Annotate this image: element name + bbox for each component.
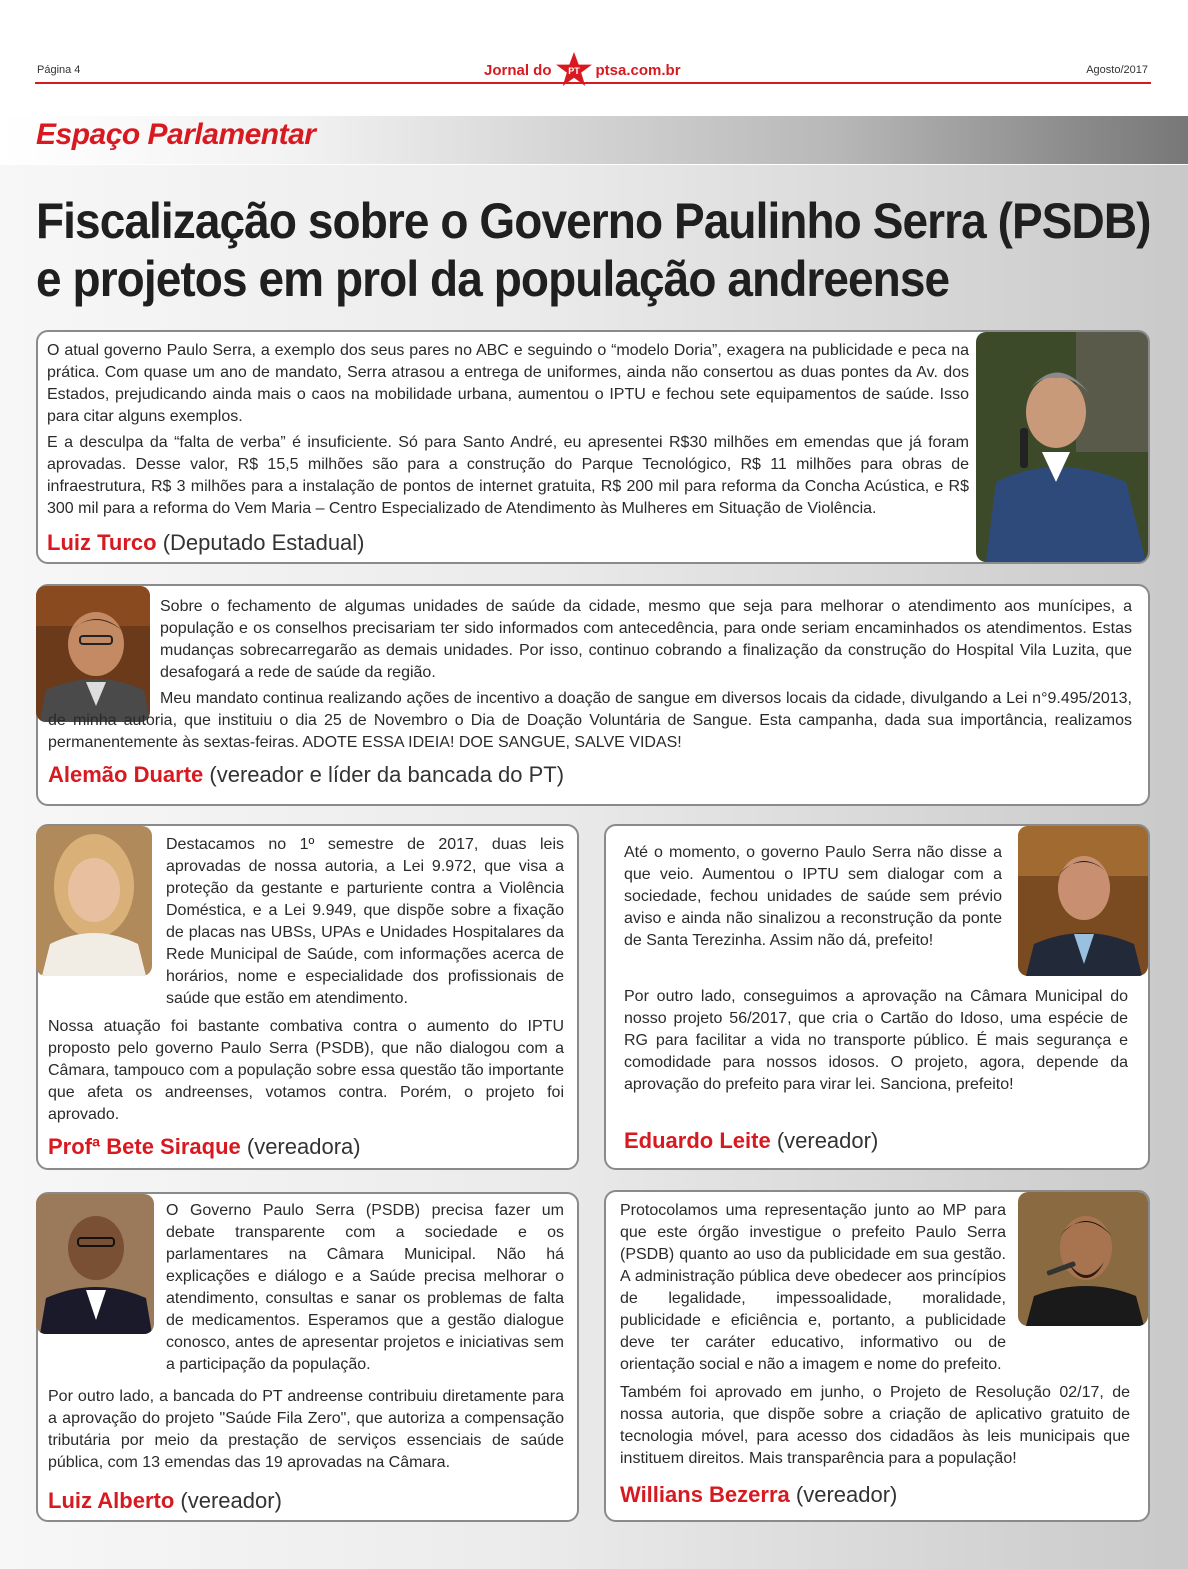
photo-luiz-alberto	[36, 1194, 154, 1334]
signature-luiz-turco	[47, 530, 365, 556]
issue-date: Agosto/2017	[1086, 64, 1148, 76]
article-paragraph: Nossa atuação foi bastante combativa contra o aumento do IPTU proposto pelo governo Paulo Serra (PSDB), que não dialogou com a Câmara, tampouco com a população sobre essa questão tão importante que afeta os andreenses, votamos contra. Porém, o projeto foi aprovado.	[48, 1018, 564, 1123]
article-text-luiz-alberto	[166, 1200, 564, 1380]
signature-bete-siraque	[48, 1134, 361, 1160]
photo-luiz-turco	[976, 332, 1148, 562]
page-number: Página 4	[37, 64, 81, 76]
portrait-photo-icon	[1018, 826, 1148, 976]
article-text-luiz-alberto-bottom	[48, 1386, 564, 1478]
author-name: Profª Bete Siraque	[48, 1134, 241, 1159]
article-paragraph: Por outro lado, conseguimos a aprovação na Câmara Municipal do nosso projeto 56/2017, que cria o Cartão do Idoso, uma espécie de RG para facilitar a vida no transporte público. É mais segurança e comodidade para nossos idosos. O projeto, agora, depende da aprovação do prefeito para virar lei. Sanciona, prefeito!	[624, 988, 1128, 1093]
article-paragraph: Protocolamos uma representação junto ao MP para que este órgão investigue o prefeito Paulo Serra (PSDB) quanto ao uso da publicidade em sua gestão. A administração pública deve obedecer aos princípios de legalidade, impessoalidade, moralidade, publicidade e eficiência e, portanto, a publicidade deve ter caráter educativo, informativo ou de orientação social e não a imagem e nome do prefeito.	[620, 1202, 1006, 1373]
article-paragraph: E a desculpa da “falta de verba” é insuficiente. Só para Santo André, eu apresentei R$30 milhões em emendas que já foram aprovadas. Desse valor, R$ 15,5 milhões são para a construção do Parque Tecnológico, R$ 11 milhões para obras de infraestrutura, R$ 3 milhões para a instalação de pontos de internet gratuita, R$ 200 mil para reforma da Concha Acústica, e R$ 300 mil para a reforma do Vem Maria – Centro Especializado de Atendimento às Mulheres em Situação de Violência.	[47, 434, 969, 517]
masthead-right-text: ptsa.com.br	[595, 61, 681, 79]
author-role: (vereador)	[776, 1128, 879, 1153]
photo-willians-bezerra	[1018, 1192, 1148, 1326]
portrait-photo-icon	[976, 332, 1148, 562]
article-paragraph: Sobre o fechamento de algumas unidades de saúde da cidade, mesmo que seja para melhorar o atendimento aos munícipes, a população e os conselhos precisariam ter sido informados com antecedência, para onde seriam encaminhados os atendimentos. Estas mudanças sobrecarregarão as demais unidades. Por isso, continuo cobrando a finalização da construção do Hospital Vila Luzita, que desafogará a rede de saúde da região.	[160, 598, 1132, 681]
photo-bete-siraque	[36, 826, 152, 976]
author-name: Willians Bezerra	[620, 1482, 790, 1507]
article-text-willians-bezerra-bottom	[620, 1382, 1130, 1474]
article-paragraph: O Governo Paulo Serra (PSDB) precisa fazer um debate transparente com a sociedade e os parlamentares na Câmara Municipal. Não há explicações e diálogo e a Saúde precisa melhorar o atendimento, consultas e sanar os problemas de falta de medicamentos. Esperamos que a gestão dialogue conosco, antes de apresentar projetos e iniciativas sem a participação da população.	[166, 1202, 564, 1373]
headline	[36, 192, 1151, 308]
section-title: Espaço Parlamentar	[36, 118, 316, 151]
signature-willians-bezerra	[620, 1482, 897, 1508]
header-rule	[35, 82, 1151, 84]
article-text-eduardo-leite	[624, 842, 1002, 956]
article-text-eduardo-leite-bottom	[624, 986, 1128, 1100]
article-paragraph: Destacamos no 1º semestre de 2017, duas leis aprovadas de nossa autoria, a Lei 9.972, que visa a proteção da gestante e parturiente contra a Violência Doméstica, e a Lei 9.949, que dispõe sobre a fixação de placas nas UBSs, UPAs e Unidades Hospitalares da Rede Municipal de Saúde, com informações acerca de horários, nome e especialidade dos profissionais de saúde que estão em atendimento.	[166, 836, 564, 1007]
photo-eduardo-leite	[1018, 826, 1148, 976]
headline-line-2: e projetos em prol da população andreense	[36, 251, 950, 307]
author-role: (vereadora)	[246, 1134, 361, 1159]
author-name: Alemão Duarte	[48, 762, 204, 787]
headline-line-1: Fiscalização sobre o Governo Paulinho Serra (PSDB)	[36, 193, 1151, 249]
signature-alemao-duarte	[48, 762, 564, 788]
masthead-logo-text: PT	[567, 66, 580, 76]
author-role: (Deputado Estadual)	[162, 530, 365, 555]
article-paragraph: Por outro lado, a bancada do PT andreense contribuiu diretamente para a aprovação do projeto "Saúde Fila Zero", que autoriza a compensação tributária por meio da prestação de serviços essenciais de saúde pública, com 13 emendas das 19 aprovadas na Câmara.	[48, 1388, 564, 1471]
author-role: (vereador)	[795, 1482, 898, 1507]
article-text-willians-bezerra	[620, 1200, 1006, 1380]
article-text-bete-siraque	[166, 834, 564, 1014]
signature-luiz-alberto	[48, 1488, 282, 1514]
article-text-bete-siraque-bottom	[48, 1016, 564, 1130]
author-name: Eduardo Leite	[624, 1128, 771, 1153]
article-paragraph: Até o momento, o governo Paulo Serra não disse a que veio. Aumentou o IPTU sem dialogar com a sociedade, fechou unidades de saúde sem prévio aviso e ainda não sinalizou a reconstrução da ponte de Santa Terezinha. Assim não dá, prefeito!	[624, 844, 1002, 949]
masthead	[484, 50, 681, 90]
author-role: (vereador)	[180, 1488, 282, 1513]
article-text-luiz-turco	[47, 340, 969, 524]
article-text-alemao-duarte-bottom	[48, 688, 1132, 758]
article-paragraph: Também foi aprovado em junho, o Projeto de Resolução 02/17, de nossa autoria, que dispõe sobre a criação de aplicativo gratuito de tecnologia móvel, para acesso dos cidadãos às leis municipais que instituem direitos. Mais transparência para a população!	[620, 1384, 1130, 1467]
article-paragraph: Meu mandato continua realizando ações de incentivo a doação de sangue em diversos locais da cidade, divulgando a Lei n°9.495/2013, de minha autoria, que instituiu o dia 25 de Novembro o Dia de Doação Voluntária de Sangue. Esta campanha, dada sua importância, realizamos permanentemente às sextas-feiras. ADOTE ESSA IDEIA! DOE SANGUE, SALVE VIDAS!	[48, 690, 1132, 751]
author-name: Luiz Turco	[47, 530, 157, 555]
article-paragraph: O atual governo Paulo Serra, a exemplo dos seus pares no ABC e seguindo o “modelo Doria”, exagera na publicidade e peca na prática. Com quase um ano de mandato, Serra atrasou a entrega de uniformes, ainda não consertou as duas pontes da Av. dos Estados, prejudicando ainda mais o caos na mobilidade urbana, aumentou o IPTU e fechou sete equipamentos de saúde. Isso para citar alguns exemplos.	[47, 342, 969, 425]
pt-star-icon	[554, 50, 594, 90]
author-name: Luiz Alberto	[48, 1488, 175, 1513]
author-role: (vereador e líder da bancada do PT)	[209, 762, 565, 787]
portrait-photo-icon	[36, 826, 152, 976]
article-text-alemao-duarte-top	[160, 596, 1132, 688]
portrait-photo-icon	[1018, 1192, 1148, 1326]
masthead-left-text: Jornal do	[484, 61, 552, 79]
signature-eduardo-leite	[624, 1128, 878, 1154]
portrait-photo-icon	[36, 1194, 154, 1334]
